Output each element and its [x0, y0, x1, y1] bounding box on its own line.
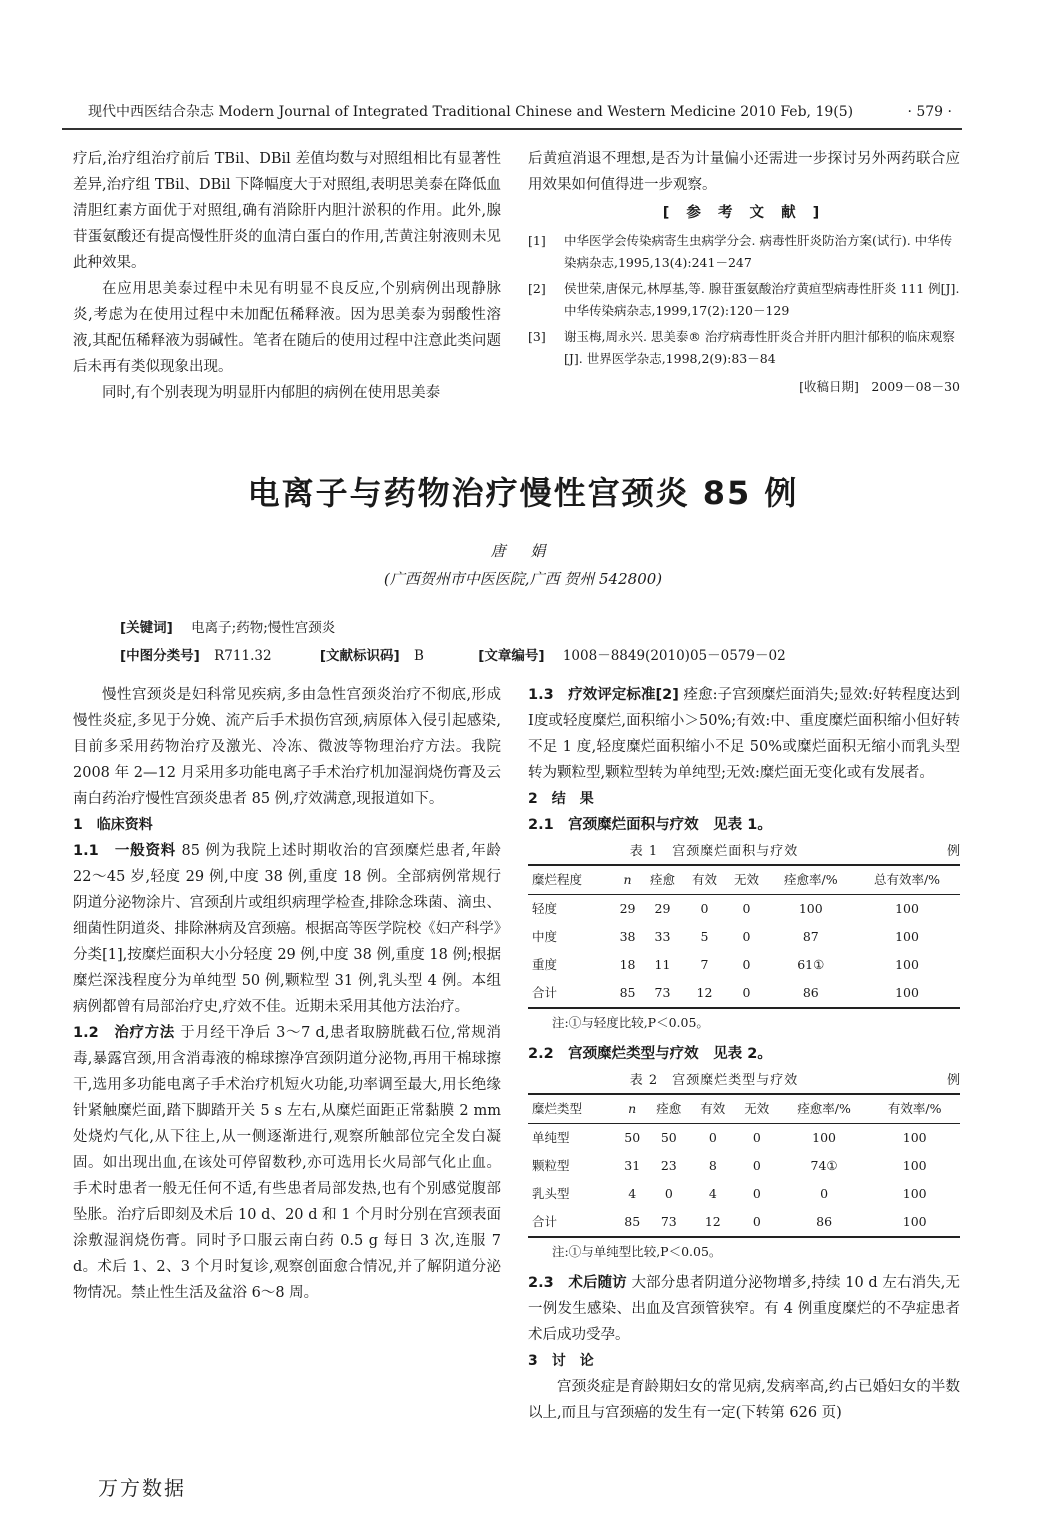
- table-cell: 100: [895, 929, 919, 944]
- previous-article-left-column: [73, 146, 501, 406]
- subsection-label: 2.3 术后随访: [528, 1275, 627, 1291]
- table-cell: 38: [619, 929, 636, 944]
- table-row: [528, 1124, 960, 1153]
- table-cell: 86: [779, 1208, 870, 1237]
- paragraph: 在应用思美泰过程中未见有明显不良反应,个别病例出现静脉炎,考虑为在使用过程中未加配伍稀释液。因为思美泰为弱酸性溶液,其配伍稀释液为弱碱性。笔者在随后的使用过程中注意此类问题后未再有类似现象出现。: [73, 281, 501, 375]
- column-header: 痊愈率/%: [779, 1094, 870, 1124]
- classification-line: [120, 644, 786, 668]
- paragraph: 后黄疸消退不理想,是否为计量偏小还需进一步探讨另外两药联合应用效果如何值得进一步观察。: [528, 151, 960, 193]
- table-cell: 12: [691, 1208, 735, 1237]
- reference-text: 侯世荣,唐保元,林厚基,等. 腺苷蛋氨酸治疗黄疸型病毒性肝炎 111 例[J]. 中华传染病杂志,1999,17(2):120－129: [564, 281, 960, 318]
- table-cell: 73: [647, 1208, 691, 1237]
- table-cell: 8: [708, 1158, 717, 1173]
- table-row: [528, 923, 960, 951]
- table-cell: 23: [660, 1158, 677, 1173]
- column-header: 无效: [726, 865, 768, 895]
- table-cell: 31: [624, 1158, 641, 1173]
- column-header: 有效: [691, 1094, 735, 1124]
- reference-number: [2]: [528, 281, 546, 296]
- article-number: 1008－8849(2010)05－0579－02: [562, 648, 786, 664]
- column-header: 痊愈: [641, 865, 683, 895]
- discussion-paragraph: 宫颈炎症是育龄期妇女的常见病,发病率高,约占已婚妇女的半数以上,而且与宫颈癌的发生有一定(下转第 626 页): [528, 1379, 960, 1421]
- received-date: [收稿日期] 2009－08－30: [799, 379, 960, 394]
- table-cell: 0: [752, 1186, 761, 1201]
- table-area-efficacy: [528, 864, 960, 1009]
- table-cell: 85: [614, 979, 642, 1008]
- reference-item: [528, 230, 960, 274]
- column-header: 有效率/%: [869, 1094, 960, 1124]
- table-cell: 0: [742, 901, 751, 916]
- table-cell: 85: [618, 1208, 647, 1237]
- body-left-column: [73, 682, 501, 1306]
- table-cell: 0: [752, 1158, 761, 1173]
- keywords-label: [关键词]: [120, 620, 173, 636]
- running-header: [62, 100, 962, 124]
- table-row: [528, 1152, 960, 1180]
- subsection-text: 于月经干净后 3～7 d,患者取膀胱截石位,常规消毒,暴露宫颈,用含消毒液的棉球擦净宫颈阴道分泌物,再用干棉球擦干,选用多功能电离子手术治疗机短火功能,功率调至最大,用长绝缘针紧触糜烂面,踏下脚踏开关 5 s 左右,从糜烂面距正常黏膜 2 mm 处烧灼气化,从下往上,从一侧逐渐进行,观察所触部位完全发白凝固。如出现出血,在该处可停留数秒,亦可选用长火局部气化止血。手术时患者一般无任何不适,有些患者局部发热,也有个别感觉腹部坠胀。治疗后即刻及术后 10 d、20 d 和 1 个月时分别在宫颈表面涂敷湿润烧伤膏。同时予口服云南白药 0.5 g 每日 3 次,连服 7 d。术后 1、2、3 个月时复诊,观察创面愈合情况,并了解阴道分泌物情况。禁止性生活及盆浴 6～8 周。: [73, 1025, 502, 1301]
- paragraph: [73, 1020, 501, 1306]
- references-heading: [ 参 考 文 献 ]: [662, 205, 826, 221]
- clc-label: [中图分类号]: [120, 648, 200, 664]
- wanfang-watermark: 万方数据: [98, 1476, 186, 1500]
- header-rule: [62, 128, 962, 130]
- table-cell: 100: [902, 1130, 927, 1145]
- table-cell: 单纯型: [532, 1130, 570, 1145]
- table-cell: 61①: [797, 957, 825, 972]
- table-header-row: [528, 1094, 960, 1124]
- table-header-row: [528, 865, 960, 895]
- table-cell: 100: [869, 1208, 960, 1237]
- table-unit: 例: [946, 844, 960, 859]
- intro-paragraph: 慢性宫颈炎是妇科常见疾病,多由急性宫颈炎治疗不彻底,形成慢性炎症,多见于分娩、流产后手术损伤宫颈,病原体入侵引起感染,目前多采用药物治疗及激光、冷冻、微波等物理治疗方法。我院 2008 年 2—12 月采用多功能电离子手术治疗机加湿润烧伤膏及云南白药治疗慢性宫颈炎患者 85 例,疗效满意,现报道如下。: [73, 687, 501, 807]
- reference-number: [3]: [528, 329, 546, 344]
- table-cell: 86: [768, 979, 854, 1008]
- table-note: 注:①与轻度比较,P＜0.05。: [552, 1015, 709, 1030]
- subsection-label: 1.1 一般资料: [73, 843, 177, 859]
- table-cell: 73: [641, 979, 683, 1008]
- column-header: 无效: [735, 1094, 779, 1124]
- reference-item: [528, 326, 960, 370]
- section-heading: 2 结 果: [528, 791, 594, 807]
- column-header: 糜烂程度: [528, 865, 614, 895]
- table-row: [528, 1208, 960, 1237]
- journal-title: 现代中西医结合杂志 Modern Journal of Integrated Traditional Chinese and Western Medicine 2010 Feb, 19(5): [88, 104, 854, 120]
- subsection-label: 1.2 治疗方法: [73, 1025, 175, 1041]
- reference-text: 谢玉梅,周永兴. 思美泰® 治疗病毒性肝炎合并肝内胆汁郁积的临床观察[J]. 世界医学杂志,1998,2(9):83－84: [564, 329, 955, 366]
- table-title: 表 1 宫颈糜烂面积与疗效: [629, 844, 799, 859]
- table-caption: [528, 840, 960, 864]
- table-cell: 87: [802, 929, 819, 944]
- table-cell: 0: [726, 979, 768, 1008]
- column-header: n: [618, 1094, 647, 1124]
- paragraph: [73, 838, 501, 1020]
- section-heading: 1 临床资料: [73, 817, 153, 833]
- previous-article-right-column: [528, 146, 960, 400]
- paragraph: [528, 1270, 960, 1348]
- article-title: 电离子与药物治疗慢性宫颈炎 85 例: [247, 474, 799, 512]
- table-cell: 100: [812, 1130, 836, 1145]
- table-cell: 100: [895, 901, 919, 916]
- table-cell: 0: [735, 1208, 779, 1237]
- table-cell: 100: [902, 1158, 927, 1173]
- section-heading: 3 讨 论: [528, 1353, 594, 1369]
- paragraph: 疗后,治疗组治疗前后 TBil、DBil 差值均数与对照组相比有显著性差异,治疗组 TBil、DBil 下降幅度大于对照组,表明思美泰在降低血清胆红素方面优于对照组,确有消除肝内胆汁淤积的作用。此外,腺苷蛋氨酸还有提高慢性肝炎的血清白蛋白的作用,苦黄注射液则未见此种效果。: [73, 151, 501, 271]
- table-cell: 中度: [532, 929, 558, 944]
- table-cell: 11: [654, 957, 671, 972]
- table-cell: 0: [664, 1186, 673, 1201]
- table-cell: 100: [798, 901, 823, 916]
- column-header: 总有效率/%: [854, 865, 960, 895]
- table-cell: 4: [628, 1186, 637, 1201]
- subsection-heading: 2.2 宫颈糜烂类型与疗效 见表 2。: [528, 1046, 772, 1062]
- table-caption: [528, 1069, 960, 1093]
- column-header: 痊愈率/%: [768, 865, 854, 895]
- doc-code-label: [文献标识码]: [319, 648, 400, 664]
- table-cell: 33: [654, 929, 671, 944]
- table-cell: 100: [895, 957, 919, 972]
- table-cell: 50: [660, 1130, 677, 1145]
- table-cell: 重度: [532, 957, 558, 972]
- table-cell: 0: [820, 1186, 829, 1201]
- table-cell: 29: [654, 901, 671, 916]
- reference-text: 中华医学会传染病寄生虫病学分会. 病毒性肝炎防治方案(试行). 中华传染病杂志,1995,13(4):241－247: [564, 233, 953, 270]
- table-cell: 7: [700, 957, 709, 972]
- table-row: [528, 1180, 960, 1208]
- doc-code: B: [413, 648, 424, 664]
- table-cell: 5: [700, 929, 709, 944]
- subsection-heading: 2.1 宫颈糜烂面积与疗效 见表 1。: [528, 817, 772, 833]
- table-cell: 轻度: [532, 901, 558, 916]
- table-cell: 100: [902, 1186, 927, 1201]
- subsection-text: 痊愈:子宫颈糜烂面消失;显效:好转程度达到Ⅰ度或轻度糜烂,面积缩小＞50%;有效:中、重度糜烂面积缩小但好转不足 1 度,轻度糜烂面积缩小不足 50%或糜烂面积无缩小而乳头型转为颗粒型,颗粒型转为单纯型;无效:糜烂面无变化或有发展者。: [528, 687, 961, 781]
- table-cell: 0: [700, 901, 709, 916]
- table-type-efficacy: [528, 1093, 960, 1238]
- table-cell: 颗粒型: [532, 1158, 570, 1173]
- table-cell: 合计: [528, 979, 614, 1008]
- reference-number: [1]: [528, 233, 546, 248]
- keywords-line: [120, 616, 335, 640]
- table-cell: 100: [854, 979, 960, 1008]
- subsection-label: 1.3 疗效评定标准[2]: [528, 687, 679, 703]
- table-cell: 4: [708, 1186, 717, 1201]
- table-unit: 例: [946, 1073, 960, 1088]
- table-cell: 29: [619, 901, 636, 916]
- table-cell: 0: [752, 1130, 761, 1145]
- clc-code: R711.32: [214, 648, 272, 664]
- table-cell: 0: [708, 1130, 717, 1145]
- table-row: [528, 895, 960, 924]
- paragraph: 同时,有个别表现为明显肝内郁胆的病例在使用思美泰: [102, 385, 441, 401]
- table-note: 注:①与单纯型比较,P＜0.05。: [552, 1244, 722, 1259]
- reference-item: [528, 278, 960, 322]
- body-right-column: [528, 682, 960, 1426]
- table-cell: 74①: [810, 1158, 838, 1173]
- table-title: 表 2 宫颈糜烂类型与疗效: [629, 1073, 799, 1088]
- table-row: [528, 951, 960, 979]
- affiliation: (广西贺州市中医医院,广西 贺州 542800): [383, 570, 663, 588]
- page-number: · 579 ·: [907, 104, 952, 120]
- table-cell: 0: [742, 929, 751, 944]
- keywords: 电离子;药物;慢性宫颈炎: [191, 620, 336, 636]
- table-cell: 18: [619, 957, 636, 972]
- column-header: n: [614, 865, 642, 895]
- table-cell: 乳头型: [532, 1186, 570, 1201]
- table-row: [528, 979, 960, 1008]
- article-number-label: [文章编号]: [478, 648, 545, 664]
- table-cell: 0: [742, 957, 751, 972]
- table-cell: 50: [624, 1130, 641, 1145]
- subsection-text: 大部分患者阴道分泌物增多,持续 10 d 左右消失,无一例发生感染、出血及宫颈管狭窄。有 4 例重度糜烂的不孕症患者术后成功受孕。: [528, 1275, 961, 1343]
- paragraph: [528, 682, 960, 786]
- column-header: 糜烂类型: [528, 1094, 618, 1124]
- author: 唐 娟: [490, 542, 556, 560]
- table-cell: 12: [683, 979, 725, 1008]
- column-header: 有效: [683, 865, 725, 895]
- column-header: 痊愈: [647, 1094, 691, 1124]
- table-cell: 合计: [528, 1208, 618, 1237]
- subsection-text: 85 例为我院上述时期收治的宫颈糜烂患者,年龄 22～45 岁,轻度 29 例,中度 38 例,重度 18 例。全部病例常规行阴道分泌物涂片、宫颈刮片或组织病理学检查,排除念珠菌、滴虫、细菌性阴道炎、排除淋病及宫颈癌。根据高等医学院校《妇产科学》分类[1],按糜烂面积大小分轻度 29 例,中度 38 例,重度 18 例;根据糜烂深浅程度分为单纯型 50 例,颗粒型 31 例,乳头型 4 例。本组病例都曾有局部治疗史,疗效不佳。近期未采用其他方法治疗。: [73, 843, 502, 1015]
